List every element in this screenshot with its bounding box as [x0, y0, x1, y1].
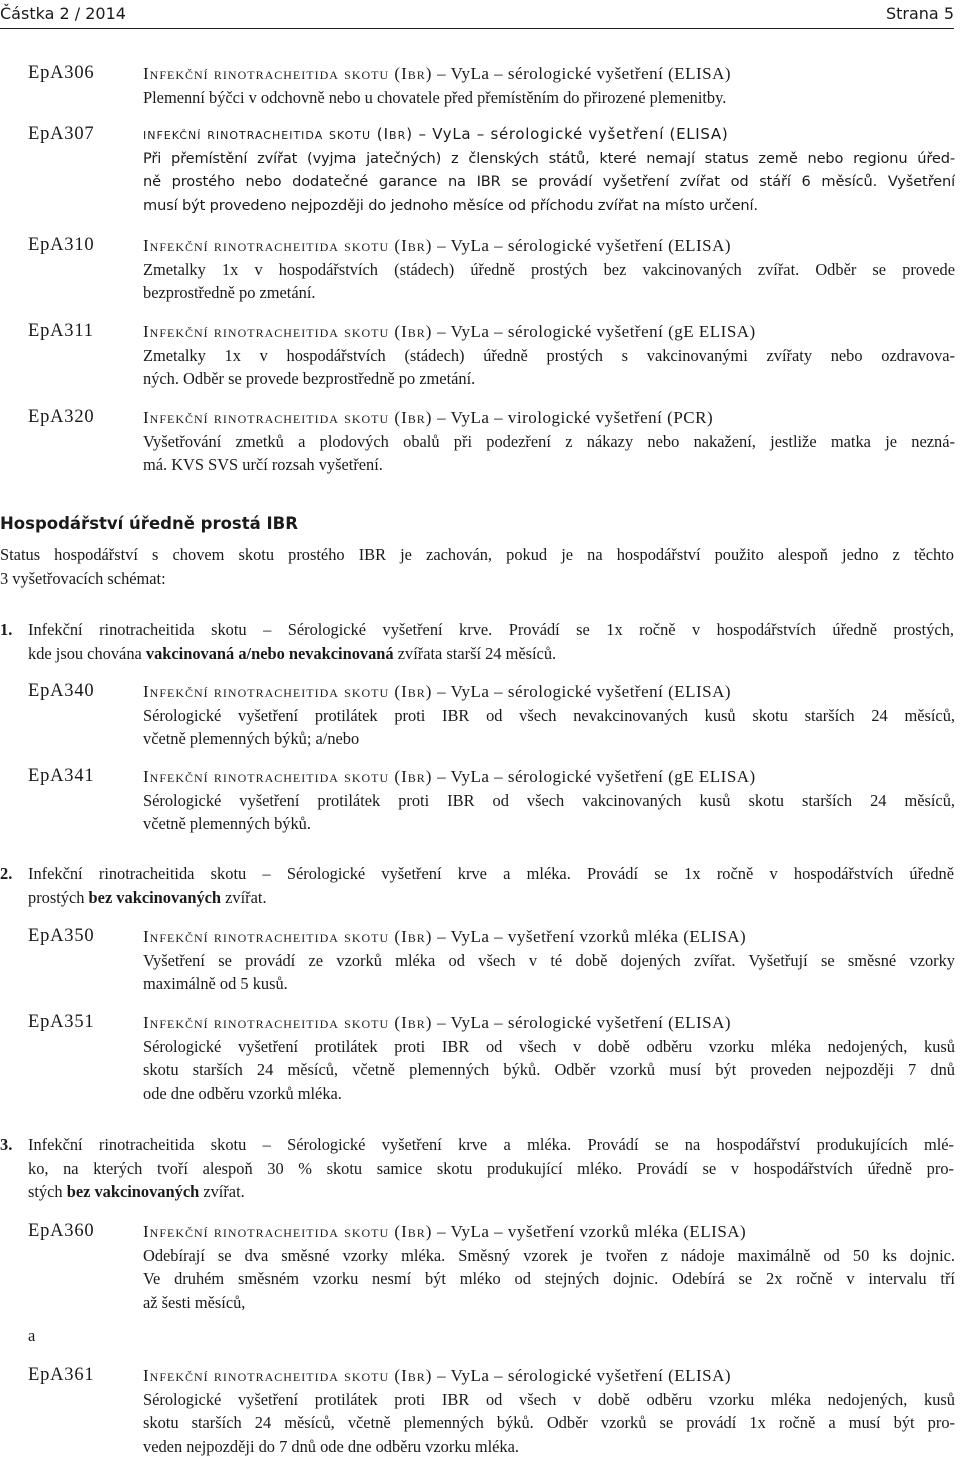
- connector-text: a: [28, 1326, 36, 1345]
- entry-text: maximálně od 5 kusů.: [143, 974, 288, 994]
- entry-text: Zmetalky 1x v hospodářstvích (stádech) úředně prostých s vakcinovanými zvířaty nebo ozdravova-: [143, 345, 955, 365]
- scheme-2: [0, 862, 954, 909]
- entry-text: Zmetalky 1x v hospodářstvích (stádech) úředně prostých bez vakcinovaných zvířat. Odběr se provede: [143, 259, 955, 279]
- page-number: Strana 5: [885, 4, 954, 23]
- entry-code: EpA341: [28, 766, 95, 786]
- entry-text: Ve druhém směsném vzorku nesmí být mléko od stejných dojnic. Odebírá se 2x ročně v intervalu tří: [143, 1269, 955, 1289]
- entry-title: Infekční rinotracheitida skotu (Ibr) – VyLa – sérologické vyšetření (ELISA): [143, 1013, 732, 1032]
- entry-text: Sérologické vyšetření protilátek proti IBR od všech nevakcinovaných kusů skotu starších 24 měsíců,: [143, 705, 955, 725]
- entry-text: skotu starších 24 měsíců, včetně plemenných býků. Odběr vzorků se provádí 1x ročně a musí být pro-: [143, 1413, 955, 1433]
- issue-number: Částka 2 / 2014: [0, 4, 126, 23]
- intro-text: Status hospodářství s chovem skotu prostého IBR je zachován, pokud je na hospodářství použito alespoň jedno z těchto: [0, 545, 954, 564]
- entry-title: Infekční rinotracheitida skotu (Ibr) – VyLa – vyšetření vzorků mléka (ELISA): [143, 927, 747, 946]
- entry-title: Infekční rinotracheitida skotu (Ibr) – VyLa – vyšetření vzorků mléka (ELISA): [143, 1222, 747, 1241]
- entry-code: EpA320: [28, 407, 95, 427]
- entry-code: EpA351: [28, 1012, 95, 1032]
- section-heading: Hospodářství úředně prostá IBR: [0, 514, 298, 533]
- entry-text: Při přemístění zvířat (vyjma jatečných) z členských států, které nemají status země nebo regionu úřed-: [143, 149, 955, 167]
- entry-text: včetně plemenných býků; a/nebo: [143, 729, 360, 749]
- intro-text: 3 vyšetřovacích schémat:: [0, 568, 166, 588]
- entry-text: Sérologické vyšetření protilátek proti IBR od všech vakcinovaných kusů skotu starších 24 měsíců,: [143, 790, 955, 810]
- entry-text: má. KVS SVS určí rozsah vyšetření.: [143, 455, 383, 475]
- entry-title: Infekční rinotracheitida skotu (Ibr) – VyLa – sérologické vyšetření (gE ELISA): [143, 322, 756, 341]
- scheme-number: 3.: [0, 1135, 13, 1154]
- scheme-number: 2.: [0, 864, 13, 883]
- entry-title: infekční rinotracheitida skotu (Ibr) – VyLa – sérologické vyšetření (ELISA): [143, 125, 729, 143]
- entry-text: Vyšetřování zmetků a plodových obalů při podezření z nákazy nebo nakažení, jestliže matka je nezná-: [143, 431, 955, 451]
- entry-text: včetně plemenných býků.: [143, 814, 311, 834]
- header-rule: [0, 28, 954, 29]
- entry-text: skotu starších 24 měsíců, včetně plemenných býků. Odběr vzorků musí být proveden nejpozději 7 dnů: [143, 1060, 955, 1080]
- entry-code: EpA340: [28, 681, 95, 701]
- entry-text: ných. Odběr se provede bezprostředně po zmetání.: [143, 369, 476, 389]
- entry-title: Infekční rinotracheitida skotu (Ibr) – VyLa – virologické vyšetření (PCR): [143, 408, 714, 427]
- entry-code: EpA306: [28, 63, 95, 83]
- entry-title: Infekční rinotracheitida skotu (Ibr) – VyLa – sérologické vyšetření (gE ELISA): [143, 767, 756, 786]
- entry-text: bezprostředně po zmetání.: [143, 283, 316, 303]
- entry-text: až šesti měsíců,: [143, 1292, 246, 1312]
- entry-text: musí být provedeno nejpozději do jednoho měsíce od příchodu zvířat na místo určení.: [143, 196, 758, 214]
- entry-title: Infekční rinotracheitida skotu (Ibr) – VyLa – sérologické vyšetření (ELISA): [143, 236, 732, 255]
- scheme-3: [0, 1133, 954, 1204]
- scheme-1: [0, 618, 954, 665]
- entry-code: EpA310: [28, 235, 95, 255]
- scheme-text: 3. Infekční rinotracheitida skotu – Sérologické vyšetření krve a mléka. Provádí se na hospodářství produkujících mlé-: [0, 1133, 954, 1157]
- entry-code: EpA360: [28, 1221, 95, 1241]
- scheme-text: kde jsou chována vakcinovaná a/nebo nevakcinovaná zvířata starší 24 měsíců.: [28, 643, 557, 663]
- entry-text: Vyšetření se provádí ze vzorků mléka od všech v té době dojených zvířat. Vyšetřují se směsné vzorky: [143, 950, 955, 970]
- scheme-text: 1. Infekční rinotracheitida skotu – Sérologické vyšetření krve. Provádí se 1x ročně v hospodářstvích úředně prostých,: [0, 618, 954, 642]
- entry-code: EpA361: [28, 1365, 95, 1385]
- entry-text: Sérologické vyšetření protilátek proti IBR od všech v době odběru vzorku mléka nedojených, kusů: [143, 1036, 955, 1056]
- entry-code: EpA350: [28, 926, 95, 946]
- entry-text: ode dne odběru vzorků mléka.: [143, 1083, 342, 1103]
- entry-text: veden nejpozději do 7 dnů ode dne odběru vzorku mléka.: [143, 1436, 519, 1456]
- scheme-text: stých bez vakcinovaných zvířat.: [28, 1182, 245, 1202]
- entry-text: Odebírají se dva směsné vzorky mléka. Směsný vzorek je tvořen z nádoje maximálně od 50 ks dojnic.: [143, 1245, 955, 1265]
- scheme-text: prostých bez vakcinovaných zvířat.: [28, 887, 267, 907]
- entry-text: Plemenní býčci v odchovně nebo u chovatele před přemístěním do přirozené plemenitby.: [143, 87, 727, 107]
- entry-title: Infekční rinotracheitida skotu (Ibr) – VyLa – sérologické vyšetření (ELISA): [143, 64, 732, 83]
- entry-title: Infekční rinotracheitida skotu (Ibr) – VyLa – sérologické vyšetření (ELISA): [143, 682, 732, 701]
- scheme-text: ko, na kterých tvoří alespoň 30 % skotu samice skotu produkující mléko. Provádí se v hospodářstvích úředně pro-: [28, 1158, 954, 1178]
- entry-text: Sérologické vyšetření protilátek proti IBR od všech v době odběru vzorku mléka nedojených, kusů: [143, 1389, 955, 1409]
- intro-paragraph: [0, 543, 954, 590]
- scheme-number: 1.: [0, 620, 13, 639]
- scheme-text: 2. Infekční rinotracheitida skotu – Sérologické vyšetření krve a mléka. Provádí se 1x ročně v hospodářstvích úředně: [0, 862, 954, 886]
- entry-code: EpA311: [28, 321, 94, 341]
- entry-code: EpA307: [28, 124, 95, 144]
- entry-title: Infekční rinotracheitida skotu (Ibr) – VyLa – sérologické vyšetření (ELISA): [143, 1366, 732, 1385]
- entry-text: ně prostého nebo dodatečné garance na IBR se provádí vyšetření zvířat od stáří 6 měsíců. Vyšetření: [143, 173, 955, 191]
- page-header: [0, 2, 954, 26]
